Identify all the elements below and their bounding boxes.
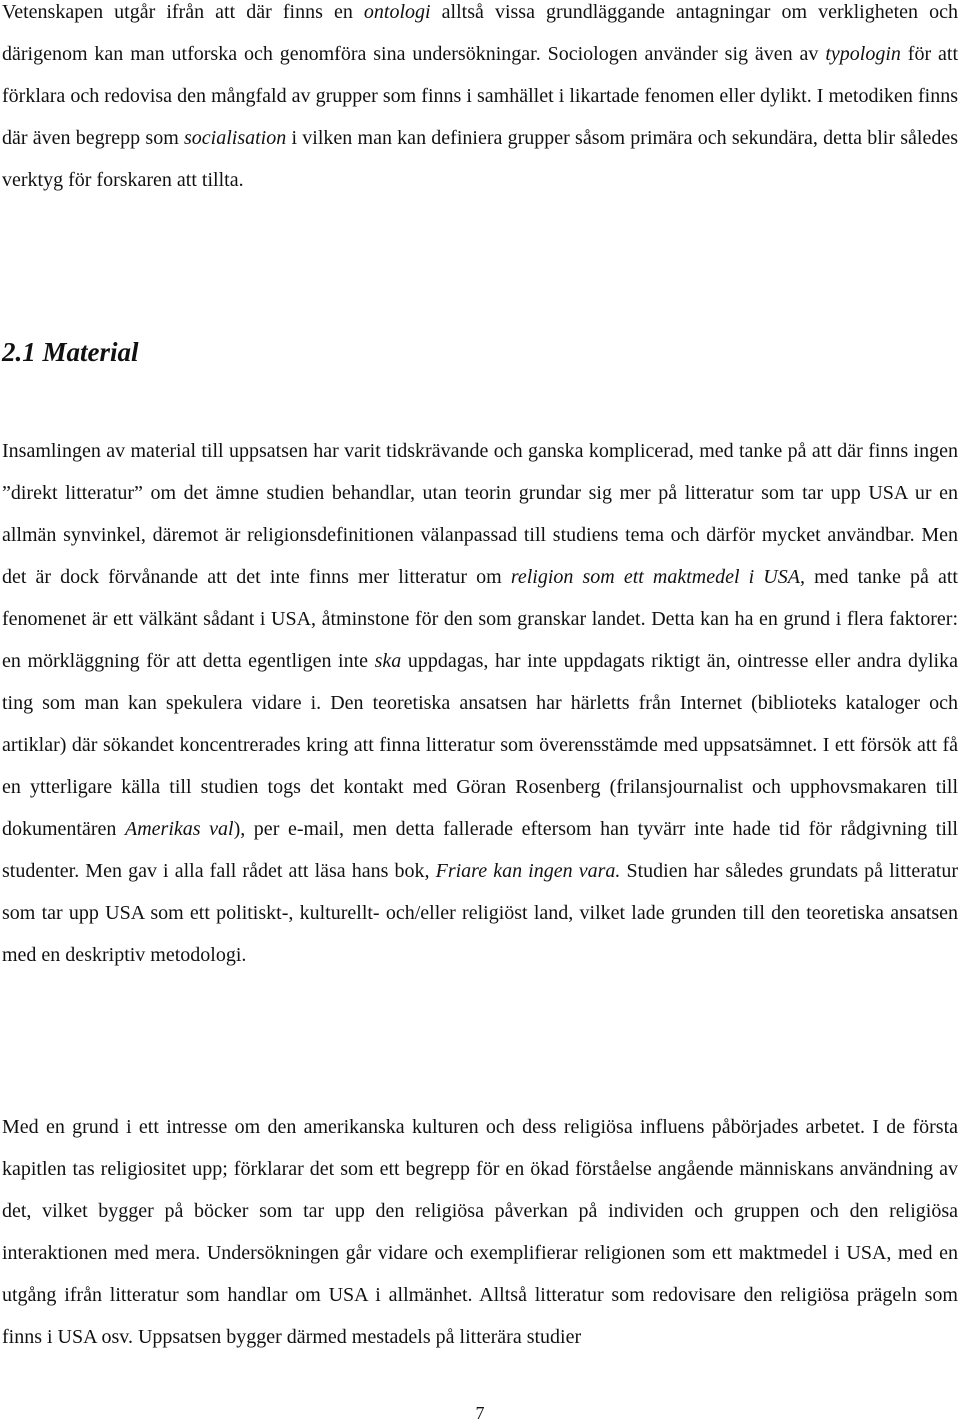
paragraph-intro: Vetenskapen utgår ifrån att där finns en ontologi alltså vissa grundläggande antagningar om verkligheten och därigenom kan man utforska och genomföra sina undersökningar. Sociologen använder sig även av typologin för att förklara och redovisa den mångfald av grupper som finns i samhället i likartade fenomen eller dylikt. I metodiken finns där även begrepp som socialisation i vilken man kan definiera grupper såsom primära och sekundära, detta blir således verktyg för forskaren att tillta.: [2, 1, 959, 191]
paragraph-material: Insamlingen av material till uppsatsen har varit tidskrävande och ganska komplicerad, med tanke på att där finns ingen ”direkt litteratur” om det ämne studien behandlar, utan teorin grundar sig mer på litteratur som tar upp USA ur en allmän synvinkel, däremot är religionsdefinitionen välanpassad till studiens tema och därför mycket användbar. Men det är dock förvånande att det inte finns mer litteratur om religion som ett maktmedel i USA, med tanke på att fenomenet är ett välkänt sådant i USA, åtminstone för den som granskar landet. Detta kan ha en grund i flera faktorer: en mörkläggning för att detta egentligen inte ska uppdagas, har inte uppdagats riktigt än, ointresse eller andra dylika ting som man kan spekulera vidare i. Den teoretiska ansatsen har härletts från Internet (biblioteks kataloger och artiklar) där sökandet koncentrerades kring att finna litteratur som överensstämde med uppsatsämnet. I ett försök att få en ytterligare källa till studien togs det kontakt med Göran Rosenberg (frilansjournalist och upphovsmakaren till dokumentären Amerikas val), per e-mail, men detta fallerade eftersom han tyvärr inte hade tid för rådgivning till studenter. Men gav i alla fall rådet att läsa hans bok, Friare kan ingen vara. Studien har således grundats på litteratur som tar upp USA som ett politiskt-, kulturellt- och/eller religiöst land, vilket lade grunden till den teoretiska ansatsen med en deskriptiv metodologi.: [2, 440, 958, 966]
page-number: 7: [475, 1403, 485, 1423]
paragraph-method: Med en grund i ett intresse om den amerikanska kulturen och dess religiösa influens påbörjades arbetet. I de första kapitlen tas religiositet upp; förklarar det som ett begrepp för en ökad förståelse angående människans användning av det, vilket bygger på böcker som tar upp den religiösa påverkan på individen och gruppen och den religiösa interaktionen med mera. Undersökningen går vidare och exemplifierar religionen som ett maktmedel i USA, med en utgång ifrån litteratur som handlar om USA i allmänhet. Alltså litteratur som redovisare den religiösa prägeln som finns i USA osv. Uppsatsen bygger därmed mestadels på litterära studier: [2, 1116, 958, 1348]
section-heading: 2.1 Material: [2, 337, 139, 367]
